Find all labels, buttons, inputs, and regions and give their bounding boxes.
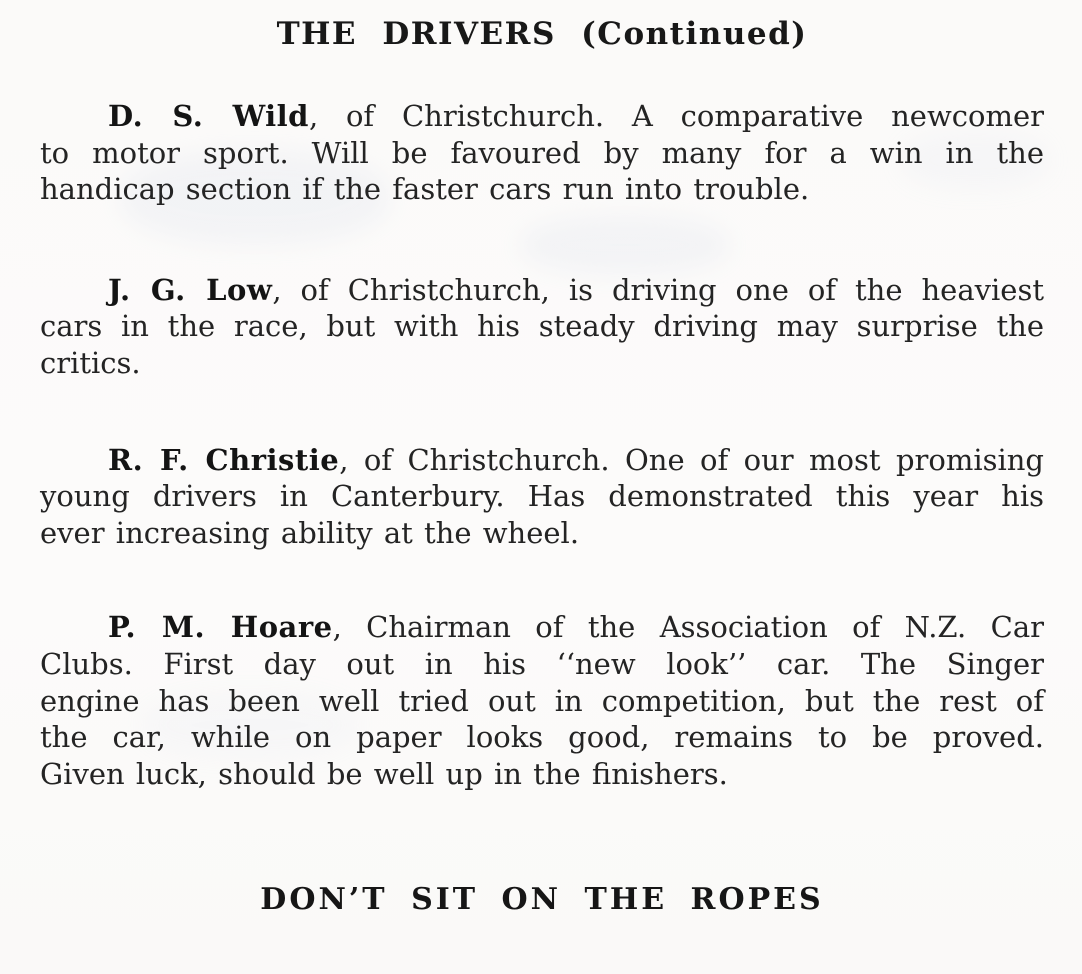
driver-name: P. M. Hoare [108, 610, 333, 645]
driver-paragraph-hoare [40, 609, 1044, 792]
driver-name: J. G. Low [108, 272, 273, 307]
paragraph-line: handicap section if the faster cars run into trouble. [40, 172, 810, 207]
driver-paragraph-wild [40, 98, 1044, 208]
driver-paragraph-low [40, 272, 1044, 382]
paragraph-first-line [40, 98, 1044, 135]
paragraph-first-line [40, 272, 1044, 309]
driver-paragraph-christie [40, 442, 1044, 552]
paragraph-line: ever increasing ability at the wheel. [40, 515, 580, 550]
paragraph-line: to motor sport. Will be favoured by many for a win in the [40, 135, 1044, 170]
paragraph-line: Given luck, should be well up in the finishers. [40, 756, 728, 791]
paragraph-line: engine has been well tried out in competition, but the rest of [40, 683, 1044, 718]
paragraph-line: the car, while on paper looks good, remains to be proved. [40, 720, 1044, 755]
page-title: THE DRIVERS (Continued) [276, 16, 808, 52]
paragraph-first-line [40, 609, 1044, 646]
footer-slogan: DON’T SIT ON THE ROPES [260, 882, 824, 918]
driver-name: R. F. Christie [108, 442, 340, 477]
paragraph-line: critics. [40, 345, 141, 380]
paragraph-line: cars in the race, but with his steady driving may surprise the [40, 309, 1044, 344]
driver-description: , of Christchurch. A comparative newcomer [308, 99, 1045, 133]
paragraph-line: Clubs. First day out in his ‘‘new look’’ car. The Singer [40, 646, 1044, 681]
driver-name: D. S. Wild [108, 99, 309, 133]
driver-description: , of Christchurch, is driving one of the heaviest [272, 272, 1044, 307]
driver-description: , of Christchurch. One of our most promising [339, 442, 1044, 477]
paragraph-line: young drivers in Canterbury. Has demonstrated this year his [40, 479, 1044, 514]
paragraph-first-line [40, 442, 1044, 479]
driver-description: , Chairman of the Association of N.Z. Car [332, 610, 1044, 645]
